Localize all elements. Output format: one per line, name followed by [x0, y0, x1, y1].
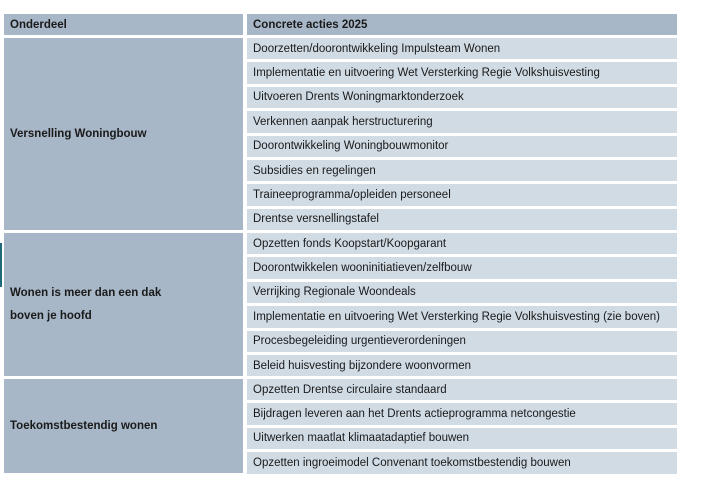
action-row: Uitwerken maatlat klimaatadaptief bouwen	[247, 428, 677, 449]
actions-list	[247, 38, 677, 230]
action-row: Doorontwikkeling Woningbouwmonitor	[247, 136, 677, 157]
actions-list	[247, 233, 677, 376]
action-row: Traineeprogramma/opleiden personeel	[247, 184, 677, 205]
action-row: Opzetten fonds Koopstart/Koopgarant	[247, 233, 677, 254]
action-row: Implementatie en uitvoering Wet Versterking Regie Volkshuisvesting	[247, 62, 677, 83]
section-title-line: Wonen is meer dan een dak	[10, 286, 162, 299]
action-row: Subsidies en regelingen	[247, 160, 677, 181]
margin-marker	[0, 243, 2, 287]
section-title	[4, 233, 243, 376]
section-title-line: boven je hoofd	[10, 309, 92, 322]
action-row: Beleid huisvesting bijzondere woonvormen	[247, 355, 677, 376]
action-row: Opzetten Drentse circulaire standaard	[247, 379, 677, 400]
action-row: Uitvoeren Drents Woningmarktonderzoek	[247, 87, 677, 108]
action-row: Procesbegeleiding urgentieverordeningen	[247, 331, 677, 352]
action-row: Opzetten ingroeimodel Convenant toekomstbestendig bouwen	[247, 452, 677, 473]
action-row: Doorontwikkelen wooninitiatieven/zelfbouw	[247, 257, 677, 278]
action-row: Verrijking Regionale Woondeals	[247, 282, 677, 303]
header-onderdeel: Onderdeel	[4, 14, 243, 35]
section-title: Toekomstbestendig wonen	[4, 379, 243, 473]
action-row: Doorzetten/doorontwikkeling Impulsteam Wonen	[247, 38, 677, 59]
action-row: Bijdragen leveren aan het Drents actieprogramma netcongestie	[247, 403, 677, 424]
action-row: Implementatie en uitvoering Wet Versterking Regie Volkshuisvesting (zie boven)	[247, 306, 677, 327]
action-row: Drentse versnellingstafel	[247, 209, 677, 230]
actions-list	[247, 379, 677, 474]
header-acties: Concrete acties 2025	[247, 14, 677, 35]
section-title: Versnelling Woningbouw	[4, 38, 243, 230]
action-row: Verkennen aanpak herstructurering	[247, 111, 677, 132]
